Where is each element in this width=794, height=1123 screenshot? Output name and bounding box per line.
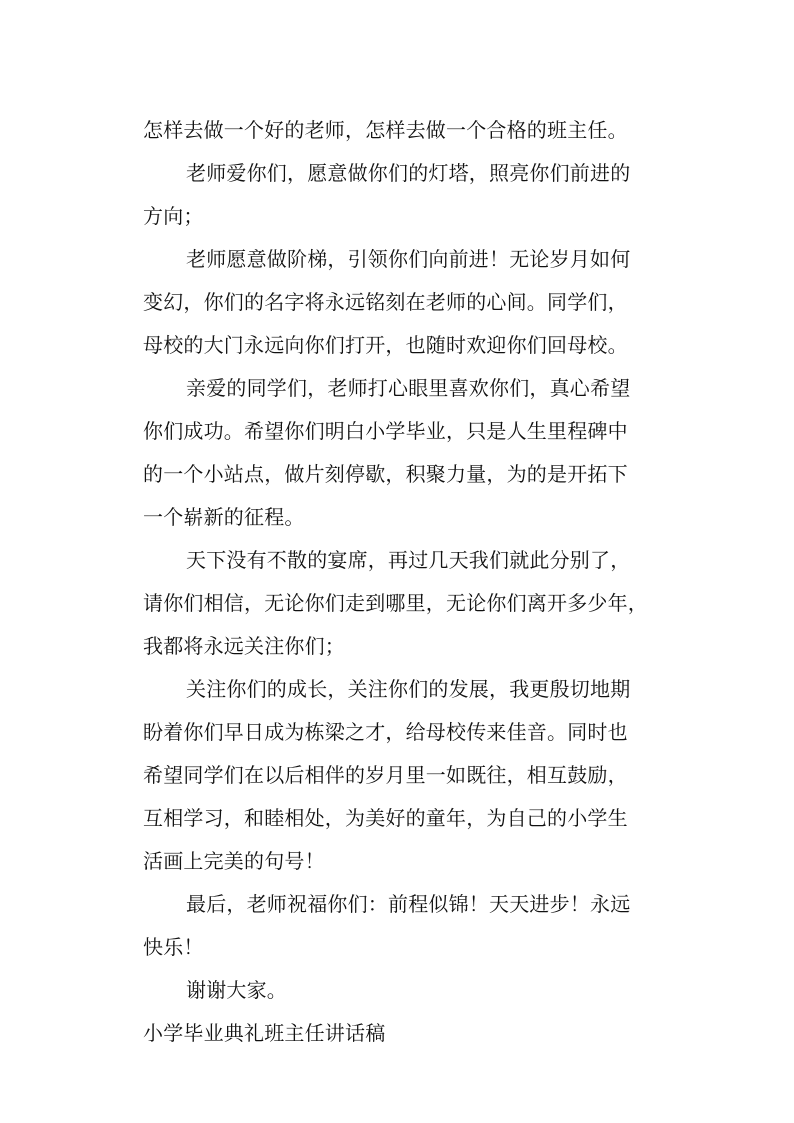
- text-line: 天下没有不散的宴席，再过几天我们就此分别了，: [186, 548, 631, 572]
- text-line: 老师爱你们，愿意做你们的灯塔，照亮你们前进的: [186, 161, 631, 185]
- text-line: 老师愿意做阶梯，引领你们向前进！无论岁月如何: [186, 247, 631, 271]
- text-line: 快乐！: [143, 935, 204, 959]
- text-line: 怎样去做一个好的老师，怎样去做一个合格的班主任。: [143, 118, 628, 142]
- text-line: 亲爱的同学们，老师打心眼里喜欢你们，真心希望: [186, 376, 631, 400]
- text-line: 一个崭新的征程。: [143, 505, 305, 529]
- text-line: 盼着你们早日成为栋梁之才，给母校传来佳音。同时也: [143, 720, 628, 744]
- text-line: 谢谢大家。: [186, 978, 287, 1002]
- text-line: 最后，老师祝福你们：前程似锦！天天进步！永远: [186, 892, 631, 916]
- text-line: 关注你们的成长，关注你们的发展，我更殷切地期: [186, 677, 631, 701]
- text-line: 变幻，你们的名字将永远铭刻在老师的心间。同学们，: [143, 290, 628, 314]
- document-title: 小学毕业典礼班主任讲话稿: [143, 1021, 386, 1045]
- text-line: 互相学习，和睦相处，为美好的童年，为自己的小学生: [143, 806, 628, 830]
- text-line: 请你们相信，无论你们走到哪里，无论你们离开多少年，: [143, 591, 648, 615]
- text-line: 活画上完美的句号！: [143, 849, 325, 873]
- text-line: 的一个小站点，做片刻停歇，积聚力量，为的是开拓下: [143, 462, 628, 486]
- text-line: 你们成功。希望你们明白小学毕业，只是人生里程碑中: [143, 419, 628, 443]
- text-line: 希望同学们在以后相伴的岁月里一如既往，相互鼓励，: [143, 763, 628, 787]
- text-line: 我都将永远关注你们；: [143, 634, 345, 658]
- text-line: 母校的大门永远向你们打开，也随时欢迎你们回母校。: [143, 333, 628, 357]
- text-line: 方向；: [143, 204, 204, 228]
- speech-text: [143, 109, 663, 1055]
